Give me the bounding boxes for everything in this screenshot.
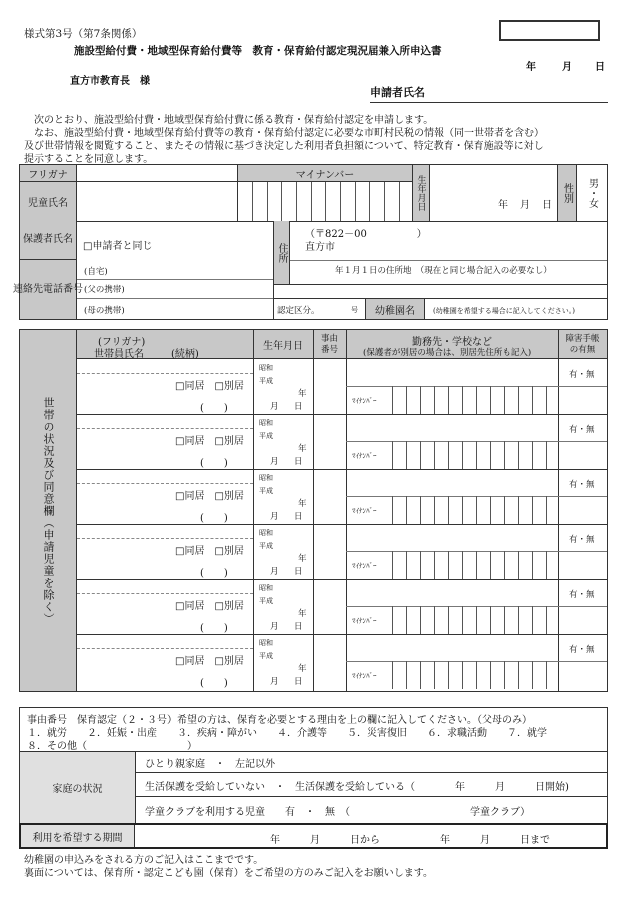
birth-month-field[interactable]: 月 <box>270 402 279 412</box>
h-reason: 事由番号 <box>320 333 338 355</box>
era-heisei: 平成 <box>259 487 273 495</box>
disability-options[interactable]: 有・無 <box>569 370 595 380</box>
birth-year-field[interactable]: 年 <box>298 664 307 674</box>
birth-day-field[interactable]: 日 <box>294 457 303 467</box>
cohabit-checkbox[interactable]: □同居 □別居 <box>175 656 244 667</box>
birth-year-field[interactable]: 年 <box>298 609 307 619</box>
relation-field[interactable]: ( ) <box>200 568 228 579</box>
h-furigana: (フリガナ) <box>98 337 146 348</box>
era-heisei: 平成 <box>259 652 273 660</box>
member-mynumber-input[interactable] <box>392 606 558 634</box>
phone-father[interactable]: (父の携帯) <box>84 285 125 295</box>
birth-day: 日 <box>542 200 552 211</box>
applicant-label: 申請者氏名 <box>370 86 425 99</box>
furigana-label: フリガナ <box>20 165 77 182</box>
birth-year-field[interactable]: 年 <box>298 554 307 564</box>
h-birth: 生年月日 <box>263 341 303 352</box>
relation-field[interactable]: ( ) <box>200 623 228 634</box>
birth-year-field[interactable]: 年 <box>298 499 307 509</box>
jan1-address-note: 年１月１日の住所地 （現在と同じ場合記入の必要なし） <box>335 266 552 276</box>
postal-code[interactable]: （〒822－00 ） <box>305 229 427 240</box>
member-mynumber-input[interactable] <box>392 386 558 414</box>
household-side-label: 世帯の状況及び同意欄（申請児童を除く） <box>20 330 77 691</box>
phone-mother[interactable]: (母の携帯) <box>84 306 125 316</box>
member-mynumber-label: ﾏｲﾅﾝﾊﾞｰ <box>352 397 377 405</box>
birth-month-field[interactable]: 月 <box>270 457 279 467</box>
h-name: 世帯員氏名 <box>94 349 144 360</box>
era-showa: 昭和 <box>259 364 273 372</box>
h-disability: 障害手帳の有無 <box>565 333 600 355</box>
mynumber-label: マイナンバー <box>237 165 413 182</box>
era-showa: 昭和 <box>259 584 273 592</box>
disability-options[interactable]: 有・無 <box>569 425 595 435</box>
city-name: 直方市 <box>305 242 335 253</box>
birth-month: 月 <box>520 200 530 211</box>
desired-period-label: 利用を希望する期間 <box>21 825 135 847</box>
birth-year-field[interactable]: 年 <box>298 444 307 454</box>
era-showa: 昭和 <box>259 529 273 537</box>
phone-home[interactable]: (自宅) <box>84 267 108 277</box>
applicant-signature-line[interactable] <box>370 102 608 103</box>
member-mynumber-label: ﾏｲﾅﾝﾊﾞｰ <box>352 617 377 625</box>
era-showa: 昭和 <box>259 419 273 427</box>
family-status-label: 家庭の状況 <box>20 752 136 823</box>
form-number: 様式第3号（第7条関係） <box>24 28 143 40</box>
reason-line-2: １．就労 ２．妊娠・出産 ３．疾病・障がい ４．介護等 ５．災害復旧 ６．求職活動 ７．就学 <box>27 728 547 739</box>
date-day: 日 <box>595 62 605 73</box>
reason-family-table <box>19 707 608 849</box>
h-work-note: (保護者が別居の場合は、別居先住所も記入) <box>363 348 532 358</box>
relation-field[interactable]: ( ) <box>200 458 228 469</box>
member-mynumber-input[interactable] <box>392 661 558 689</box>
relation-field[interactable]: ( ) <box>200 678 228 689</box>
birth-day-field[interactable]: 日 <box>294 512 303 522</box>
form-title: 施設型給付費・地域型保育給付費等 教育・保育給付認定現況届兼入所申込書 <box>74 45 442 57</box>
sex-options[interactable]: 男・女 <box>586 178 598 208</box>
date-year: 年 <box>526 62 536 73</box>
desired-period-value[interactable]: 年 月 日から 年 月 日まで <box>270 835 550 846</box>
birth-month-field[interactable]: 月 <box>270 677 279 687</box>
cohabit-checkbox[interactable]: □同居 □別居 <box>175 601 244 612</box>
disability-options[interactable]: 有・無 <box>569 645 595 655</box>
footer-line-1: 幼稚園の申込みをされる方のご記入はここまでです。 <box>24 855 264 866</box>
member-mynumber-input[interactable] <box>392 496 558 524</box>
member-mynumber-label: ﾏｲﾅﾝﾊﾞｰ <box>352 562 377 570</box>
child-info-table <box>13 164 608 320</box>
kindergarten-note: (幼稚園を希望する場合に記入してください。) <box>433 307 575 315</box>
guardian-name-label: 保護者氏名 <box>20 221 77 260</box>
h-relation: (続柄) <box>171 349 199 360</box>
intro-line-3: 及び世帯情報を閲覧すること、またその情報に基づき決定した利用者負担額について、特定教育・保育施設等に対し <box>24 141 544 152</box>
cert-class-no[interactable]: 号 <box>351 306 358 314</box>
intro-line-4: 提示することを同意します。 <box>24 154 154 165</box>
addressee: 直方市教育長 様 <box>70 76 150 87</box>
relation-field[interactable]: ( ) <box>200 403 228 414</box>
era-heisei: 平成 <box>259 377 273 385</box>
era-heisei: 平成 <box>259 597 273 605</box>
member-mynumber-input[interactable] <box>392 551 558 579</box>
child-name-input[interactable] <box>77 182 237 221</box>
birth-month-field[interactable]: 月 <box>270 567 279 577</box>
reception-box <box>499 20 600 41</box>
era-showa: 昭和 <box>259 474 273 482</box>
disability-options[interactable]: 有・無 <box>569 535 595 545</box>
intro-line-1: 次のとおり、施設型給付費・地域型保育給付費に係る教育・保育給付認定を申請します。 <box>34 115 434 126</box>
relation-field[interactable]: ( ) <box>200 513 228 524</box>
member-mynumber-input[interactable] <box>392 441 558 469</box>
gakudo-club-options[interactable]: 学童クラブを利用する児童 有 ・ 無 （ 学童クラブ） <box>145 807 531 818</box>
child-furigana-input[interactable] <box>77 165 237 182</box>
intro-line-2: なお、施設型給付費・地域型保育給付費等の教育・保育給付認定に必要な市町村民税の情報（同一世帯者を含む） <box>34 128 544 139</box>
date-month: 月 <box>562 62 572 73</box>
reason-line-3: ８．その他（ ） <box>27 741 197 752</box>
era-showa: 昭和 <box>259 639 273 647</box>
cohabit-checkbox[interactable]: □同居 □別居 <box>175 491 244 502</box>
welfare-options[interactable]: 生活保護を受給していない ・ 生活保護を受給している（ 年 月 日開始) <box>145 782 569 793</box>
kindergarten-label: 幼稚園名 <box>365 298 425 319</box>
child-mynumber-input[interactable] <box>237 182 413 221</box>
birth-month-field[interactable]: 月 <box>270 512 279 522</box>
cohabit-checkbox[interactable]: □同居 □別居 <box>175 381 244 392</box>
h-work: 勤務先・学校など <box>412 337 492 348</box>
member-mynumber-label: ﾏｲﾅﾝﾊﾞｰ <box>352 672 377 680</box>
cohabit-checkbox[interactable]: □同居 □別居 <box>175 546 244 557</box>
birth-month-field[interactable]: 月 <box>270 622 279 632</box>
disability-options[interactable]: 有・無 <box>569 590 595 600</box>
address-label: 住所 <box>273 221 290 284</box>
child-name-label: 児童氏名 <box>20 182 77 221</box>
birth-label: 生年月日 <box>413 165 430 221</box>
contact-phone-label: 連絡先電話番号 <box>20 260 77 319</box>
reason-line-1: 事由番号 保育認定（２・３号）希望の方は、保育を必要とする理由を上の欄に記入してください。（父母のみ） <box>27 715 532 726</box>
household-table <box>19 329 608 692</box>
era-heisei: 平成 <box>259 432 273 440</box>
birth-day-field[interactable]: 日 <box>294 622 303 632</box>
disability-options[interactable]: 有・無 <box>569 480 595 490</box>
same-as-applicant-checkbox[interactable]: □申請者と同じ <box>83 241 153 252</box>
member-mynumber-label: ﾏｲﾅﾝﾊﾞｰ <box>352 452 377 460</box>
birth-day-field[interactable]: 日 <box>294 567 303 577</box>
single-parent-options[interactable]: ひとり親家庭 ・ 左記以外 <box>145 759 275 770</box>
era-heisei: 平成 <box>259 542 273 550</box>
cert-class-label: 認定区分。 <box>277 306 320 316</box>
birth-year-field[interactable]: 年 <box>298 389 307 399</box>
birth-day-field[interactable]: 日 <box>294 677 303 687</box>
birth-year: 年 <box>498 200 508 211</box>
sex-label: 性別 <box>557 165 577 221</box>
footer-line-2: 裏面については、保育所・認定こども園（保育）をご希望の方のみご記入をお願いします。 <box>24 868 433 879</box>
cohabit-checkbox[interactable]: □同居 □別居 <box>175 436 244 447</box>
member-mynumber-label: ﾏｲﾅﾝﾊﾞｰ <box>352 507 377 515</box>
birth-day-field[interactable]: 日 <box>294 402 303 412</box>
